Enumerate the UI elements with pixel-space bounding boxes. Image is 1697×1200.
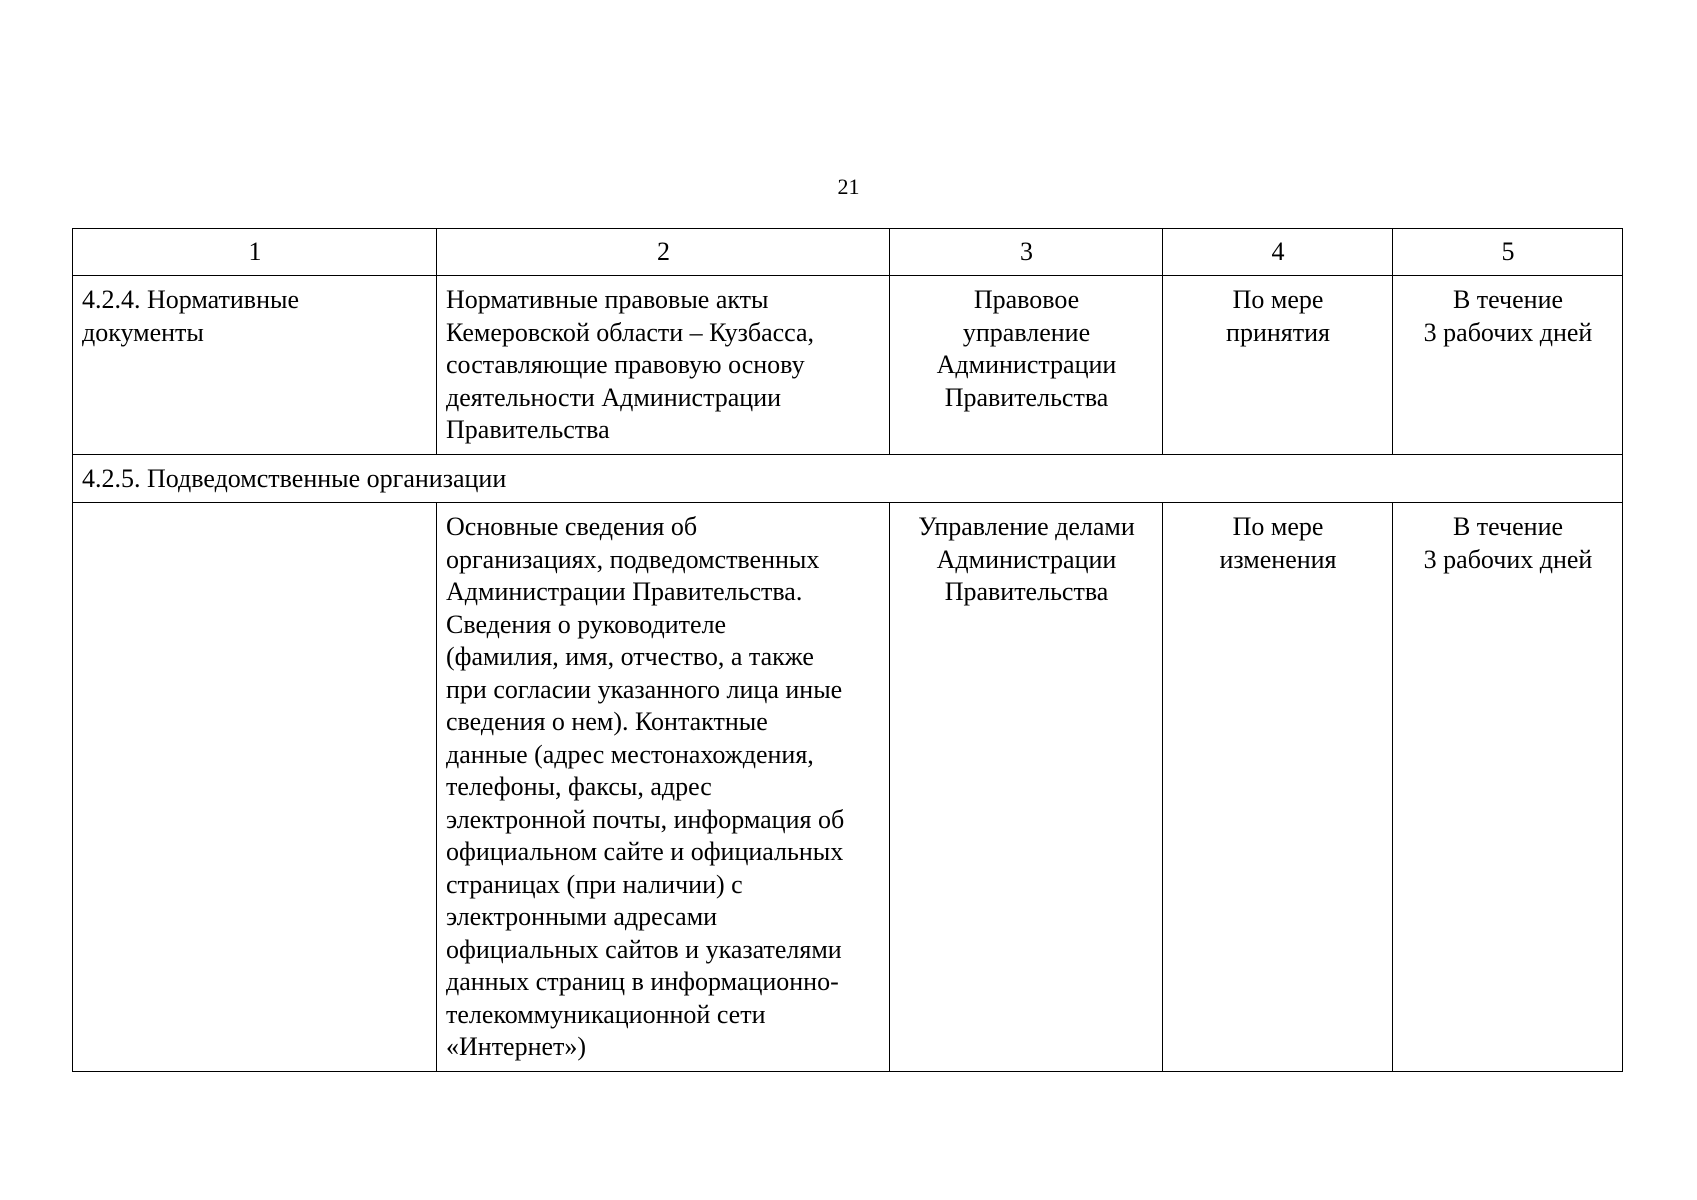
row-425-publication-deadline: В течение 3 рабочих дней [1393,503,1623,1072]
row-424-section-title: 4.2.4. Нормативные документы [73,276,437,455]
row-425-responsible-department: Управление делами Администрации Правительства [890,503,1163,1072]
table-row-section-subordinate-orgs [73,454,1623,503]
row-424-publication-deadline: В течение 3 рабочих дней [1393,276,1623,455]
row-425-info-description: Основные сведения об организациях, подведомственных Администрации Правительства. Сведения о руководителе (фамилия, имя, отчество, а также при согласии указанного лица иные сведения о нем). Контактные данные (адрес местонахождения, телефоны, факсы, адрес электронной почты, информация об официальном сайте и официальных страницах (при наличии) с электронными адресами официальных сайтов и указателями данных страниц в информационно- телекоммуникационной сети «Интернет») [437,503,890,1072]
row-424-info-description: Нормативные правовые акты Кемеровской области – Кузбасса, составляющие правовую основу деятельности Администрации Правительства [437,276,890,455]
section-heading-425: 4.2.5. Подведомственные организации [73,454,1623,503]
header-cell-2: 2 [437,229,890,276]
table-header-row [73,229,1623,276]
header-cell-1: 1 [73,229,437,276]
table-row-normative-documents [73,276,1623,455]
document-table [72,228,1623,1072]
row-424-responsible-department: Правовое управление Администрации Правительства [890,276,1163,455]
header-cell-3: 3 [890,229,1163,276]
header-cell-4: 4 [1163,229,1393,276]
table-row-subordinate-organizations [73,503,1623,1072]
row-425-update-frequency: По мере изменения [1163,503,1393,1072]
header-cell-5: 5 [1393,229,1623,276]
page-number: 21 [837,174,860,199]
row-425-section-title [73,503,437,1072]
row-424-update-frequency: По мере принятия [1163,276,1393,455]
